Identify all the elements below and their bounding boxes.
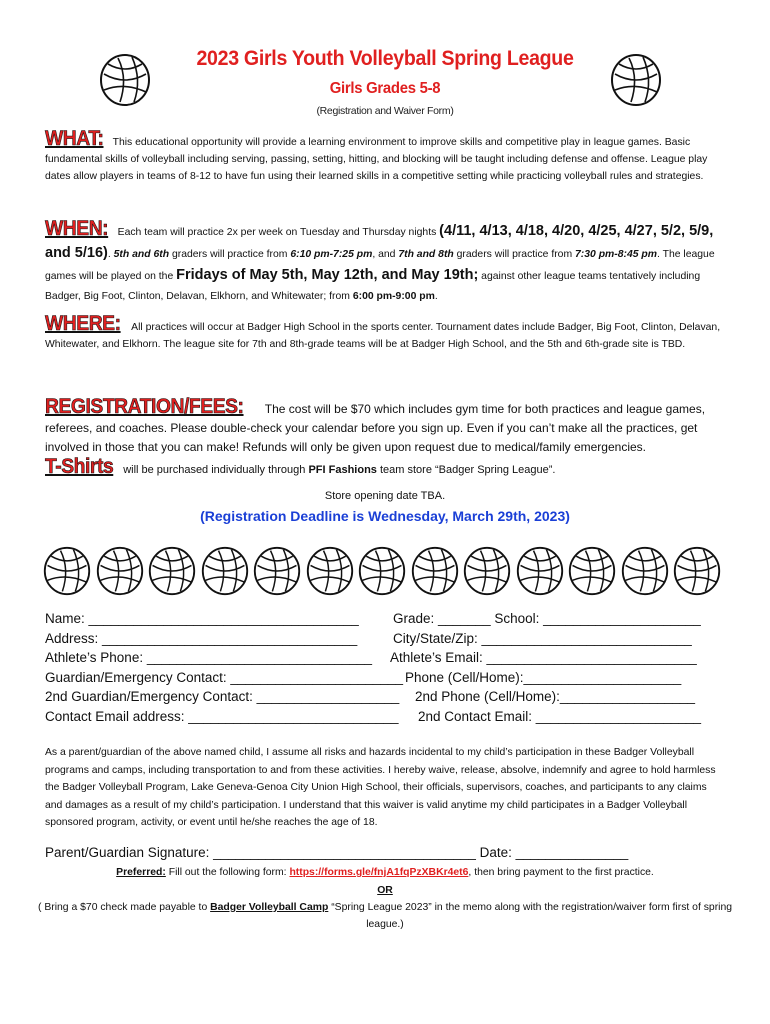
volleyball-icon xyxy=(357,545,407,597)
when-heading: WHEN: xyxy=(45,217,109,240)
what-section xyxy=(45,127,725,185)
when-text-4: , and xyxy=(372,249,399,260)
grades-56: 5th and 6th xyxy=(113,249,170,260)
city-state-zip-field[interactable]: City/State/Zip: ____________________________ xyxy=(393,630,692,646)
preferred-line xyxy=(30,864,740,881)
volleyball-icon xyxy=(42,545,92,597)
athlete-email-field[interactable]: Athlete’s Email: ____________________________ xyxy=(390,650,697,665)
brand-name: PFI Fashions xyxy=(308,464,377,476)
waiver-text: As a parent/guardian of the above named child, I assume all risks and hazards incidental to my child’s participation in these Badger Volleyball programs and camps, including transportation to and from these activities. I hereby waive, release, absolve, indemnify and agree to hold harmless the Badger Volleyball Program, Lake Geneva-Genoa City Union High School, their officials, supervisors, coaches, and participants to any claims and damages as a result of my child’s participation. I understand that this waiver is valid anytime my child participates in a Badger Volleyball sponsored program, activity, or event until he/she reaches the age of 18. xyxy=(45,747,716,828)
preferred-end: , then bring payment to the first practice. xyxy=(468,867,654,878)
page-title: 2023 Girls Youth Volleyball Spring League xyxy=(196,47,574,70)
game-fridays: Fridays of May 5th, May 12th, and May 19th; xyxy=(176,267,479,283)
second-guardian-field[interactable]: 2nd Guardian/Emergency Contact: ___________________ xyxy=(45,689,400,704)
when-text-7: against other league teams tentatively including Badger, Big Foot, Clinton, Delavan, Elkhorn, and Whitewater; from xyxy=(45,271,701,302)
volleyball-icon xyxy=(147,545,197,597)
store-date: Store opening date TBA. xyxy=(324,490,446,502)
when-text-8: . xyxy=(434,291,438,302)
volleyball-icon xyxy=(462,545,512,597)
contact-email-field[interactable]: Contact Email address: ____________________________ xyxy=(45,708,399,724)
guardian-phone-field[interactable]: Phone (Cell/Home):_____________________ xyxy=(405,669,682,685)
registration-deadline: (Registration Deadline is Wednesday, March 29th, 2023) xyxy=(200,508,570,524)
where-heading: WHERE: xyxy=(45,312,121,335)
registration-heading: REGISTRATION/FEES: xyxy=(45,395,244,418)
volleyball-icon xyxy=(252,545,302,597)
volleyball-row xyxy=(42,545,732,597)
what-heading: WHAT: xyxy=(45,127,104,150)
registration-text: The cost will be $70 which includes gym time for both practices and league games, referees, and coaches. Please double-check your calendar before you sign up. Even if you can’t make all the practices, get involved in those that you can make! Refunds will only be given upon request due to medical/family emergencies. xyxy=(45,402,706,454)
volleyball-icon xyxy=(567,545,617,597)
or-divider: OR xyxy=(377,885,393,896)
when-section xyxy=(45,219,725,307)
guardian-contact-field[interactable]: Guardian/Emergency Contact: _______________________ xyxy=(45,669,404,685)
registration-section xyxy=(45,397,725,457)
volleyball-icon xyxy=(672,545,722,597)
tshirts-text-1: will be purchased individually through xyxy=(123,464,309,476)
when-text-3: graders will practice from xyxy=(169,249,291,260)
volleyball-icon xyxy=(410,545,460,597)
form-type: (Registration and Waiver Form) xyxy=(316,105,454,117)
volleyball-icon xyxy=(95,545,145,597)
check-end: “Spring League 2023” in the memo along with the registration/waiver form first of spring league.) xyxy=(328,902,733,930)
preferred-text: Fill out the following form: xyxy=(165,867,290,878)
when-text-5: graders will practice from xyxy=(453,249,576,260)
grade-school-field[interactable]: Grade: _______ School: _____________________ xyxy=(393,611,701,626)
practice-dates: (4/11, 4/13, 4/18, 4/20, 4/25, 4/27, 5/2, 5/9, and 5/16) xyxy=(45,223,714,261)
second-phone-field[interactable]: 2nd Phone (Cell/Home):__________________ xyxy=(415,689,695,704)
form-link[interactable]: https://forms.gle/fnjA1fqPzXBKr4et6 xyxy=(289,867,469,878)
volleyball-icon xyxy=(620,545,670,597)
tshirts-heading: T-Shirts xyxy=(45,455,114,478)
time-3: 6:00 pm-9:00 pm xyxy=(352,291,435,302)
where-section xyxy=(45,312,725,353)
preferred-label: Preferred: xyxy=(116,867,166,878)
tshirts-section xyxy=(45,455,725,479)
address-field[interactable]: Address: __________________________________ xyxy=(45,630,358,646)
volleyball-icon xyxy=(200,545,250,597)
where-text: All practices will occur at Badger High School in the sports center. Tournament dates include Badger, Big Foot, Clinton, Delavan, Whitewater, and Elkhorn. The league site for 7th and 8th-grade teams will be at Badger High School, and the 5th and 6th-grade site is TBD. xyxy=(45,322,721,350)
signature-field[interactable]: Parent/Guardian Signature: ___________________________________ Date: _______________ xyxy=(45,845,629,860)
when-text-2: . xyxy=(107,249,114,260)
volleyball-icon xyxy=(515,545,565,597)
volleyball-icon xyxy=(305,545,355,597)
grades-78: 7th and 8th xyxy=(398,249,454,260)
tshirts-text-2: team store “Badger Spring League”. xyxy=(376,464,556,476)
check-start: ( Bring a $70 check made payable to xyxy=(37,902,211,913)
time-2: 7:30 pm-8:45 pm xyxy=(575,249,658,260)
check-instructions xyxy=(30,899,740,933)
what-text: This educational opportunity will provide a learning environment to improve skills and competitive play in league games. Basic fundamental skills of volleyball including serving, passing, setting, hitting, and blocking will be taught including defense and offense. League play dates allow players in teams of 8-12 to have fun using their learned skills in a competitive setting while practicing volleyball rules and strategies. xyxy=(45,137,708,182)
page-subtitle: Girls Grades 5-8 xyxy=(329,80,441,97)
name-field[interactable]: Name: ____________________________________ xyxy=(45,611,359,626)
camp-name: Badger Volleyball Camp xyxy=(210,902,329,913)
athlete-phone-field[interactable]: Athlete’s Phone: ______________________________ xyxy=(45,650,373,665)
time-1: 6:10 pm-7:25 pm xyxy=(290,249,373,260)
when-text-1: Each team will practice 2x per week on Tuesday and Thursday nights xyxy=(117,227,440,238)
second-email-field[interactable]: 2nd Contact Email: ______________________ xyxy=(418,708,701,724)
when-text-6: . The league games will be played on the xyxy=(45,249,715,282)
